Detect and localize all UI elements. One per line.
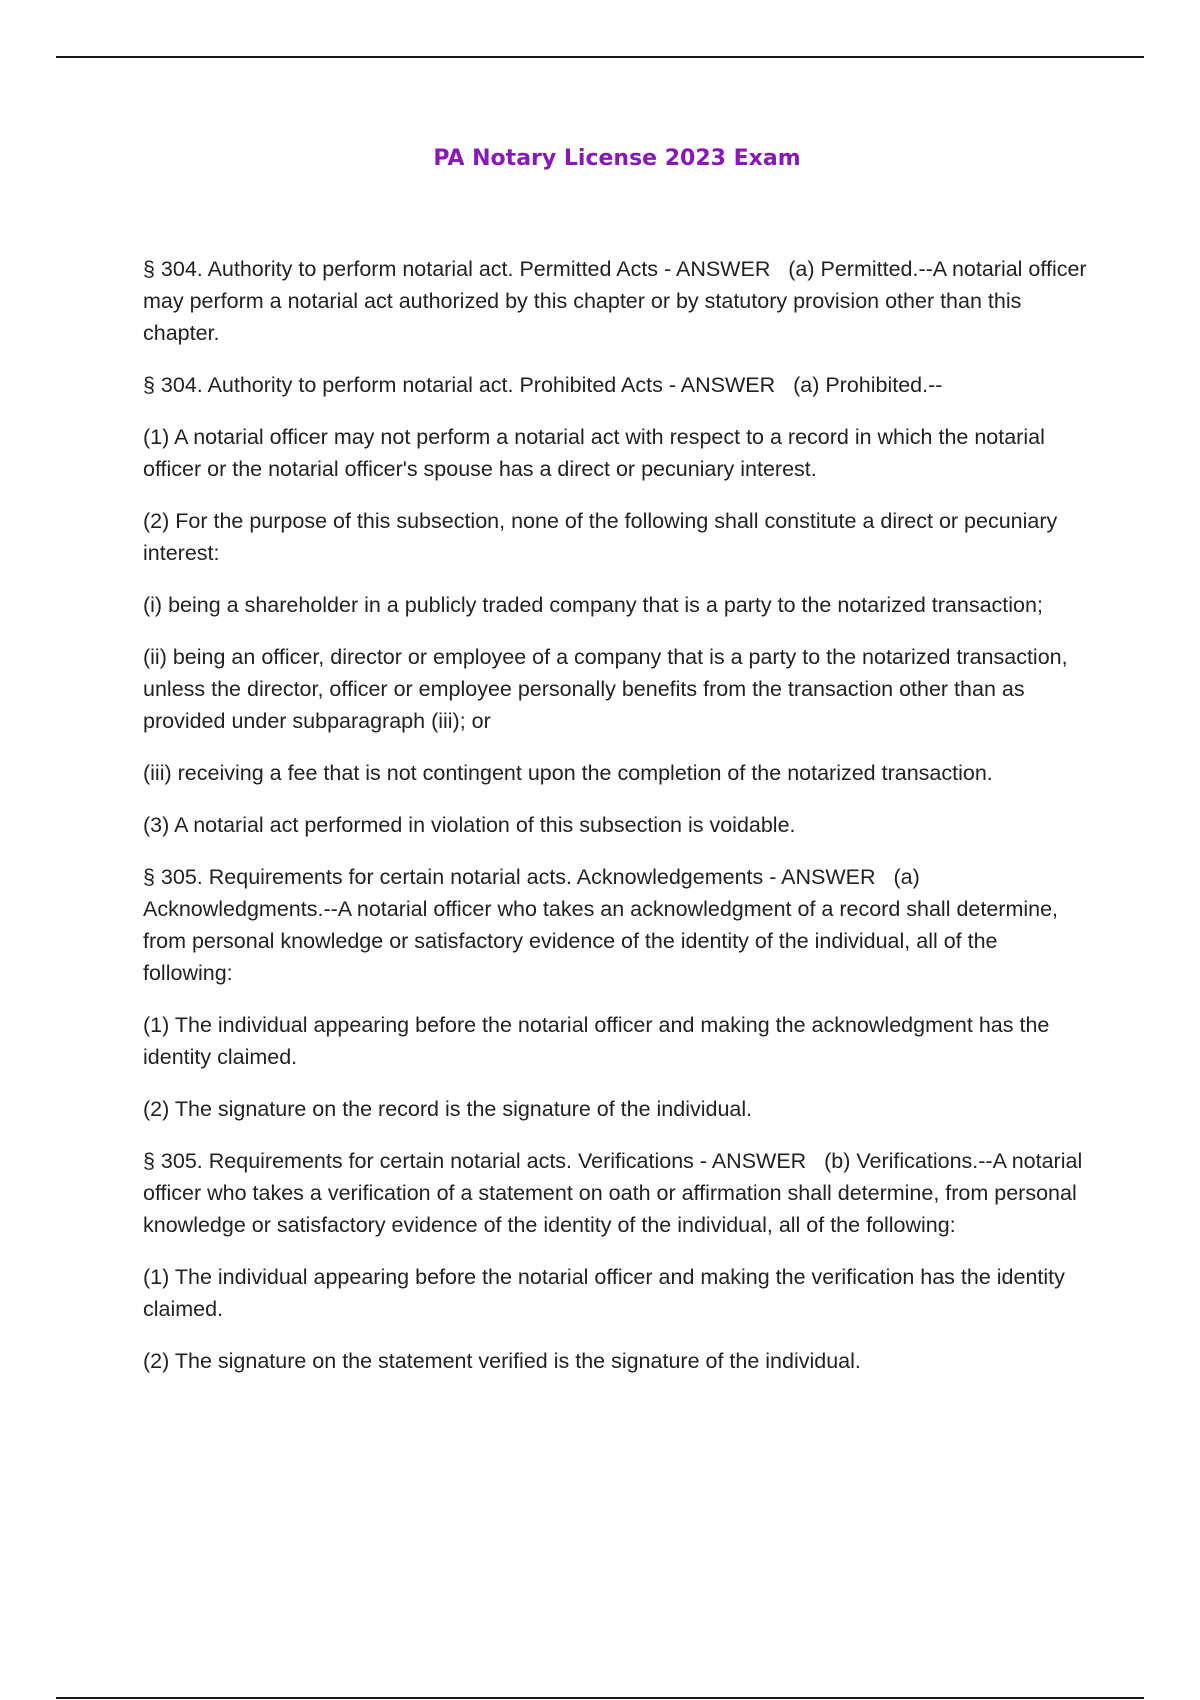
footer-rule	[56, 1697, 1144, 1699]
page-title: PA Notary License 2023 Exam	[433, 146, 801, 171]
document-body	[143, 253, 1093, 1397]
paragraph-305-verifications: § 305. Requirements for certain notarial acts. Verifications - ANSWER (b) Verifications.--A notarial officer who takes a verification of a statement on oath or affirmation shall determine, from personal knowledge or satisfactory evidence of the identity of the individual, all of the following:	[143, 1149, 1089, 1237]
paragraph-305-verifications-2: (2) The signature on the statement verified is the signature of the individual.	[143, 1349, 861, 1373]
header-rule	[56, 56, 1144, 58]
paragraph-305-verifications-1: (1) The individual appearing before the notarial officer and making the verification has the identity claimed.	[143, 1265, 1071, 1321]
paragraph-305-acknowledgements: § 305. Requirements for certain notarial acts. Acknowledgements - ANSWER (a) Acknowledgments.--A notarial officer who takes an acknowledgment of a record shall determine, from personal knowledge or satisfactory evidence of the identity of the individual, all of the following:	[143, 865, 1065, 985]
paragraph-304-prohibited-3: (3) A notarial act performed in violation of this subsection is voidable.	[143, 813, 796, 837]
paragraph-304-permitted: § 304. Authority to perform notarial act. Permitted Acts - ANSWER (a) Permitted.--A notarial officer may perform a notarial act authorized by this chapter or by statutory provision other than this chapter.	[143, 257, 1093, 345]
paragraph-304-prohibited: § 304. Authority to perform notarial act. Prohibited Acts - ANSWER (a) Prohibited.--	[143, 373, 943, 397]
paragraph-304-prohibited-2-iii: (iii) receiving a fee that is not contingent upon the completion of the notarized transaction.	[143, 761, 993, 785]
paragraph-304-prohibited-1: (1) A notarial officer may not perform a notarial act with respect to a record in which the notarial officer or the notarial officer's spouse has a direct or pecuniary interest.	[143, 425, 1051, 481]
paragraph-304-prohibited-2-i: (i) being a shareholder in a publicly traded company that is a party to the notarized transaction;	[143, 593, 1043, 617]
paragraph-305-acknowledgements-2: (2) The signature on the record is the signature of the individual.	[143, 1097, 753, 1121]
paragraph-305-acknowledgements-1: (1) The individual appearing before the notarial officer and making the acknowledgment has the identity claimed.	[143, 1013, 1056, 1069]
paragraph-304-prohibited-2: (2) For the purpose of this subsection, none of the following shall constitute a direct or pecuniary interest:	[143, 509, 1064, 565]
paragraph-304-prohibited-2-ii: (ii) being an officer, director or employee of a company that is a party to the notarized transaction, unless the director, officer or employee personally benefits from the transaction other than as provided under subparagraph (iii); or	[143, 645, 1074, 733]
